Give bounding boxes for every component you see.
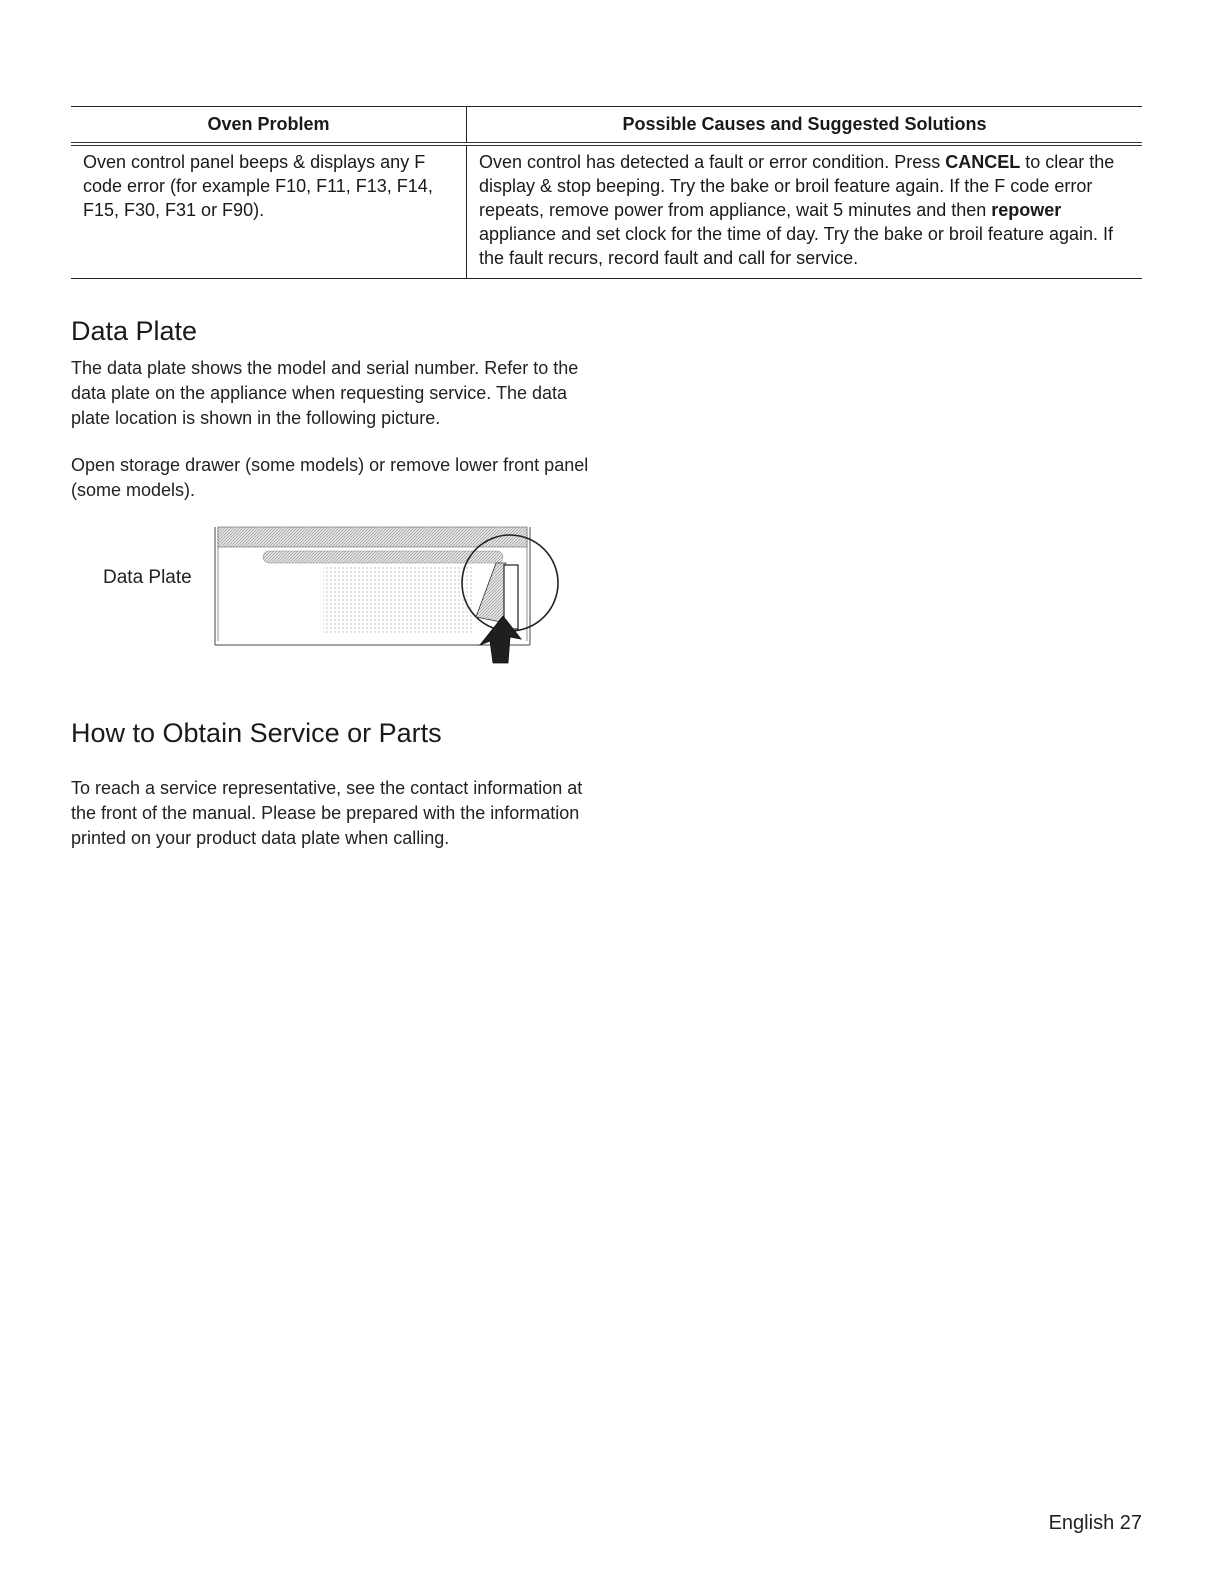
header-oven-problem: Oven Problem (71, 107, 467, 145)
figure-label: Data Plate (103, 567, 192, 588)
cancel-keyword: CANCEL (945, 152, 1021, 172)
problem-cell: Oven control panel beeps & displays any F code error (for example F10, F11, F13, F14, F15, F30, F31 or F90). (71, 144, 467, 279)
solution-text-2: to clear the display & stop beeping. Try the bake or broil feature again. If the F code error repeats, remove power from appliance, wait 5 minutes and then (479, 152, 1115, 220)
data-plate-instruction: Open storage drawer (some models) or remove lower front panel (some models). (71, 455, 589, 500)
data-plate-heading: Data Plate (71, 316, 198, 346)
service-paragraph: To reach a service representative, see the contact information at the front of the manual. Please be prepared with the information printed on your product data plate when calling. (71, 778, 583, 848)
header-causes-solutions: Possible Causes and Suggested Solutions (467, 107, 1143, 145)
data-plate-figure (98, 523, 568, 668)
solution-text-1: Oven control has detected a fault or error condition. Press (479, 152, 946, 172)
solution-cell (467, 144, 1143, 279)
magnifier-circle (462, 535, 558, 631)
solution-text-3: appliance and set clock for the time of day. Try the bake or broil feature again. If the fault recurs, record fault and call for service. (479, 224, 1114, 268)
table-row (71, 144, 1142, 279)
data-plate-paragraph: The data plate shows the model and serial number. Refer to the data plate on the appliance when requesting service. The data plate location is shown in the following picture. (71, 358, 579, 428)
service-heading: How to Obtain Service or Parts (71, 718, 442, 748)
drawer-frame (215, 527, 530, 645)
drawer-illustration (98, 523, 568, 668)
troubleshooting-table (71, 106, 1142, 279)
repower-keyword: repower (991, 200, 1062, 220)
table-header-row (71, 107, 1142, 145)
page-number: English 27 (1048, 1512, 1142, 1534)
